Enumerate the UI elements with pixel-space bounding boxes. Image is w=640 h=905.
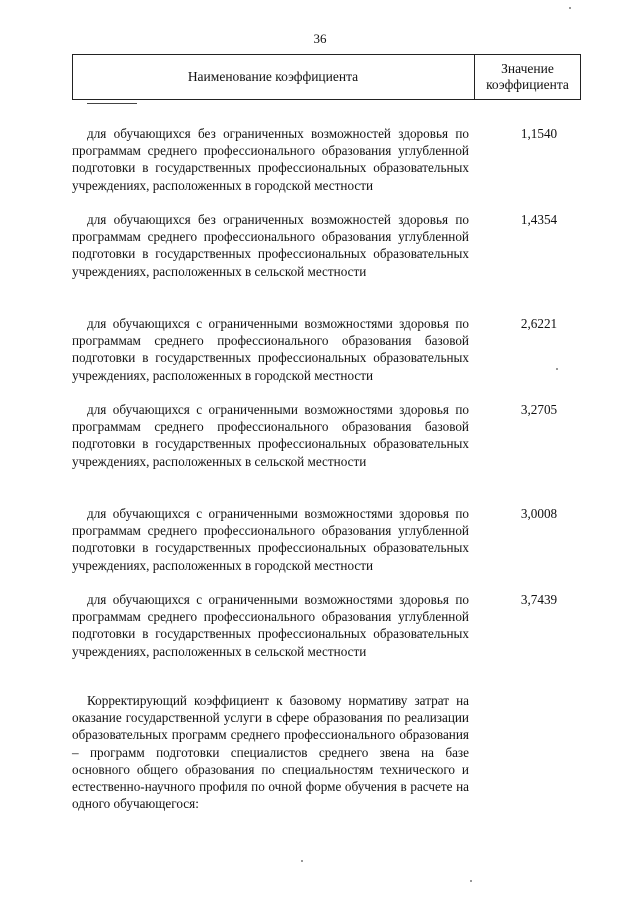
page-number: 36 [313, 31, 327, 46]
table-header [72, 54, 581, 100]
row-description: для обучающихся с ограниченными возможностями здоровья по программам среднего профессионального образования углубленной подготовки в государственных профессиональных образовательных учреждениях, расположенных в сельской местности [72, 592, 469, 659]
scan-speck [556, 368, 558, 370]
scan-speck [569, 7, 571, 9]
row-value: 3,2705 [520, 402, 558, 417]
row-description: для обучающихся без ограниченных возможностей здоровья по программам среднего профессионального образования углубленной подготовки в государственных профессиональных образовательных учреждениях, расположенных в сельской местности [72, 212, 469, 279]
row-description: для обучающихся без ограниченных возможностей здоровья по программам среднего профессионального образования углубленной подготовки в государственных профессиональных образовательных учреждениях, расположенных в городской местности [72, 126, 469, 193]
column-header-value: Значение коэффициента [486, 61, 569, 92]
row-value: 3,7439 [520, 592, 558, 607]
row-description: для обучающихся с ограниченными возможностями здоровья по программам среднего профессионального образования базовой подготовки в государственных профессиональных образовательных учреждениях, расположенных в сельской местности [72, 402, 469, 469]
row-value: 1,1540 [520, 126, 558, 141]
scan-speck [301, 860, 303, 862]
row-value: 1,4354 [520, 212, 558, 227]
row-value: 3,0008 [520, 506, 558, 521]
row-value: 2,6221 [520, 316, 558, 331]
scan-speck [470, 880, 472, 882]
row-description: для обучающихся с ограниченными возможностями здоровья по программам среднего профессионального образования базовой подготовки в государственных профессиональных образовательных учреждениях, расположенных в городской местности [72, 316, 469, 383]
scan-mark [87, 103, 137, 104]
row-description: для обучающихся с ограниченными возможностями здоровья по программам среднего профессионального образования углубленной подготовки в государственных профессиональных образовательных учреждениях, расположенных в городской местности [72, 506, 469, 573]
column-header-name: Наименование коэффициента [187, 69, 359, 84]
final-paragraph: Корректирующий коэффициент к базовому нормативу затрат на оказание государственной услуги в сфере образования по реализации образовательных программ среднего профессионального образования – программ подготовки специалистов среднего звена на базе основного общего образования по специальностям технического и естественно-научного профиля по очной форме обучения в расчете на одного обучающегося: [72, 693, 469, 812]
